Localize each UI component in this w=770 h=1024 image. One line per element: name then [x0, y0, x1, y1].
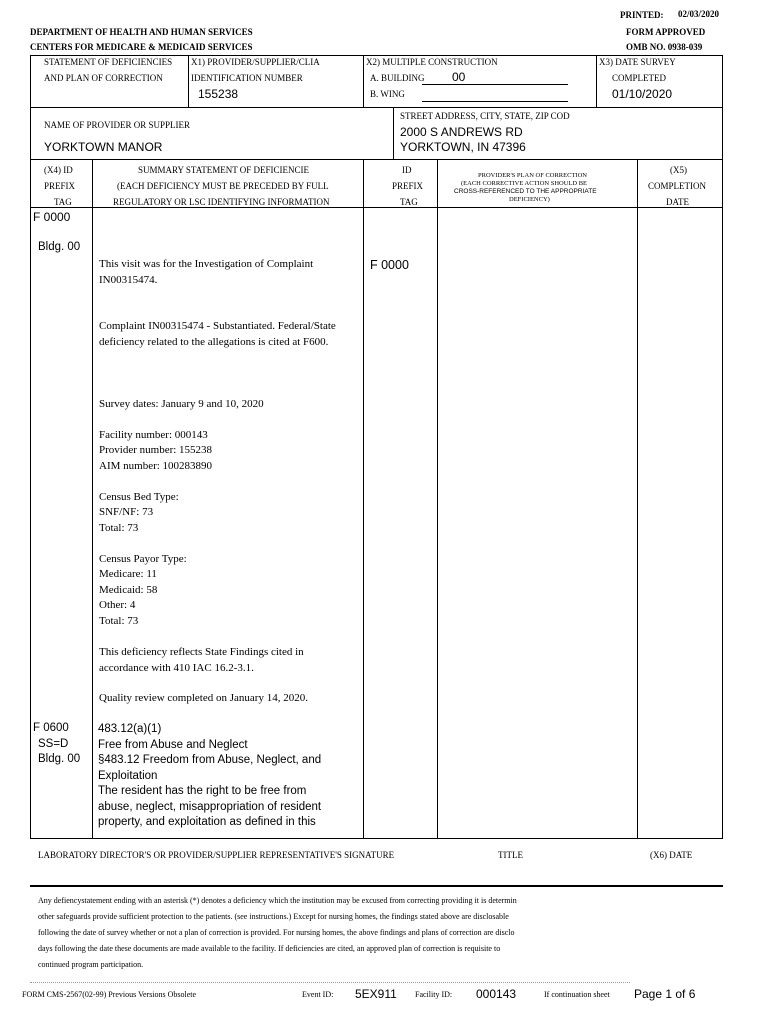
continuation-sheet-label: If continuation sheet — [544, 990, 610, 999]
x5-header-line1: (X5) — [670, 165, 687, 175]
event-id-value: 5EX911 — [355, 987, 397, 1001]
date-survey-value: 01/10/2020 — [612, 87, 673, 101]
date-label: (X6) DATE — [650, 850, 693, 860]
census-medicaid: Medicaid: 58 — [99, 584, 158, 596]
page-number: Page 1 of 6 — [634, 987, 696, 1001]
form-number: FORM CMS-2567(02-99) Previous Versions Obsolete — [22, 990, 197, 999]
f600-regulation: 483.12(a)(1) — [98, 723, 162, 735]
census-bed-total: Total: 73 — [99, 522, 139, 534]
x5-header-line2: COMPLETION — [648, 181, 706, 191]
x5-header-line3: DATE — [666, 197, 689, 207]
department-name: DEPARTMENT OF HEALTH AND HUMAN SERVICES — [30, 27, 253, 37]
statement-label-line2: AND PLAN OF CORRECTION — [44, 73, 163, 83]
plan-header-line1: PROVIDER'S PLAN OF CORRECTION — [478, 172, 587, 179]
printed-date: 02/03/2020 — [678, 9, 720, 19]
tag-f0000: F 0000 — [33, 210, 71, 224]
footnote-line5: continued program participation. — [38, 960, 144, 969]
provider-number-text: Provider number: 155238 — [99, 444, 213, 456]
footnote-line3: following the date of survey whether or not a plan of correction is provided. For nursing homes, the above findings and plans of correction are disclo — [38, 928, 515, 937]
census-payor-total: Total: 73 — [99, 615, 139, 627]
census-medicare: Medicare: 11 — [99, 568, 157, 580]
summary-header-line3: REGULATORY OR LSC IDENTIFYING INFORMATION — [113, 197, 330, 207]
form-approved: FORM APPROVED — [626, 27, 706, 37]
facility-id-label: Facility ID: — [415, 990, 453, 999]
date-survey-label-line2: COMPLETED — [612, 73, 666, 83]
id-header-line1: ID — [402, 165, 412, 175]
x4-header-line3: TAG — [54, 197, 72, 207]
facility-number-text: Facility number: 000143 — [99, 429, 208, 441]
provider-id-value: 155238 — [198, 87, 239, 101]
aim-number-text: AIM number: 100283890 — [99, 460, 213, 472]
state-findings-text: This deficiency reflects State Findings cited in accordance with 410 IAC 16.2-3.1. — [99, 646, 304, 674]
wing-label: B. WING — [370, 89, 405, 99]
f600-section-cont: Exploitation — [98, 770, 158, 782]
provider-id-label-line1: X1) PROVIDER/SUPPLIER/CLIA — [191, 57, 320, 67]
plan-header-line2: (EACH CORRECTIVE ACTION SHOULD BE — [461, 180, 588, 187]
bldg-label-2: Bldg. 00 — [38, 753, 81, 765]
printed-label: PRINTED: — [620, 10, 664, 20]
provider-id-label-line2: IDENTIFICATION NUMBER — [191, 73, 303, 83]
survey-dates-text: Survey dates: January 9 and 10, 2020 — [99, 398, 264, 410]
multiple-construction-label: X2) MULTIPLE CONSTRUCTION — [366, 57, 498, 67]
footnote-line1: Any defiencystatement ending with an asterisk (*) denotes a deficiency which the institution may be excused from correcting providing it is determin — [38, 896, 517, 905]
complaint-substantiated-text: Complaint IN00315474 - Substantiated. Federal/State deficiency related to the allegations is cited at F600. — [99, 320, 336, 348]
plan-header-line3: CROSS-REFERENCED TO THE APPROPRIATE — [454, 188, 597, 195]
summary-header-line1: SUMMARY STATEMENT OF DEFICIENCIE — [138, 165, 310, 175]
id-header-line3: TAG — [400, 197, 418, 207]
scope-severity: SS=D — [38, 738, 69, 750]
event-id-label: Event ID: — [302, 990, 334, 999]
f600-text-line2: abuse, neglect, misappropriation of resident — [98, 801, 322, 813]
statement-label-line1: STATEMENT OF DEFICIENCIES — [44, 57, 173, 67]
footnote-line4: days following the date these documents are made available to the facility. If deficiencies are cited, an approved plan of correction is requisite to — [38, 944, 501, 953]
building-label: A. BUILDING — [370, 73, 425, 83]
x4-header-line1: (X4) ID — [44, 165, 73, 175]
id-header-line2: PREFIX — [392, 181, 424, 191]
tag-f0600: F 0600 — [33, 722, 69, 734]
footnote-line2: other safeguards provide sufficient protection to the patients. (see instructions.) Except for nursing homes, the findings stated above are disclosable — [38, 912, 509, 921]
provider-name-label: NAME OF PROVIDER OR SUPPLIER — [44, 120, 191, 130]
right-tag-f0000: F 0000 — [370, 258, 409, 272]
complaint-visit-text: This visit was for the Investigation of Complaint IN00315474. — [99, 258, 314, 286]
centers-name: CENTERS FOR MEDICARE & MEDICAID SERVICES — [30, 42, 253, 52]
omb-number: OMB NO. 0938-039 — [626, 42, 703, 52]
street-address-label: STREET ADDRESS, CITY, STATE, ZIP COD — [400, 111, 570, 121]
building-value: 00 — [452, 70, 466, 84]
census-payor-type-heading: Census Payor Type: — [99, 553, 187, 565]
f600-section: §483.12 Freedom from Abuse, Neglect, and — [98, 754, 322, 766]
quality-review-text: Quality review completed on January 14, 2020. — [99, 692, 308, 704]
bldg-label-1: Bldg. 00 — [38, 241, 81, 253]
provider-name-value: YORKTOWN MANOR — [44, 140, 163, 154]
plan-header-line4: DEFICIENCY) — [509, 196, 550, 203]
f600-title: Free from Abuse and Neglect — [98, 739, 248, 751]
street-address-line2: YORKTOWN, IN 47396 — [400, 140, 526, 154]
title-label: TITLE — [498, 850, 523, 860]
f600-text-line1: The resident has the right to be free from — [98, 785, 307, 797]
summary-header-line2: (EACH DEFICIENCY MUST BE PRECEDED BY FULL — [117, 181, 329, 191]
facility-id-value: 000143 — [476, 987, 517, 1001]
signature-label: LABORATORY DIRECTOR'S OR PROVIDER/SUPPLIER REPRESENTATIVE'S SIGNATURE — [38, 850, 395, 860]
date-survey-label-line1: X3) DATE SURVEY — [599, 57, 676, 67]
street-address-line1: 2000 S ANDREWS RD — [400, 125, 523, 139]
census-snf-nf: SNF/NF: 73 — [99, 506, 154, 518]
census-bed-type-heading: Census Bed Type: — [99, 491, 179, 503]
f600-text-line3: property, and exploitation as defined in this — [98, 816, 316, 828]
x4-header-line2: PREFIX — [44, 181, 76, 191]
census-other: Other: 4 — [99, 599, 136, 611]
